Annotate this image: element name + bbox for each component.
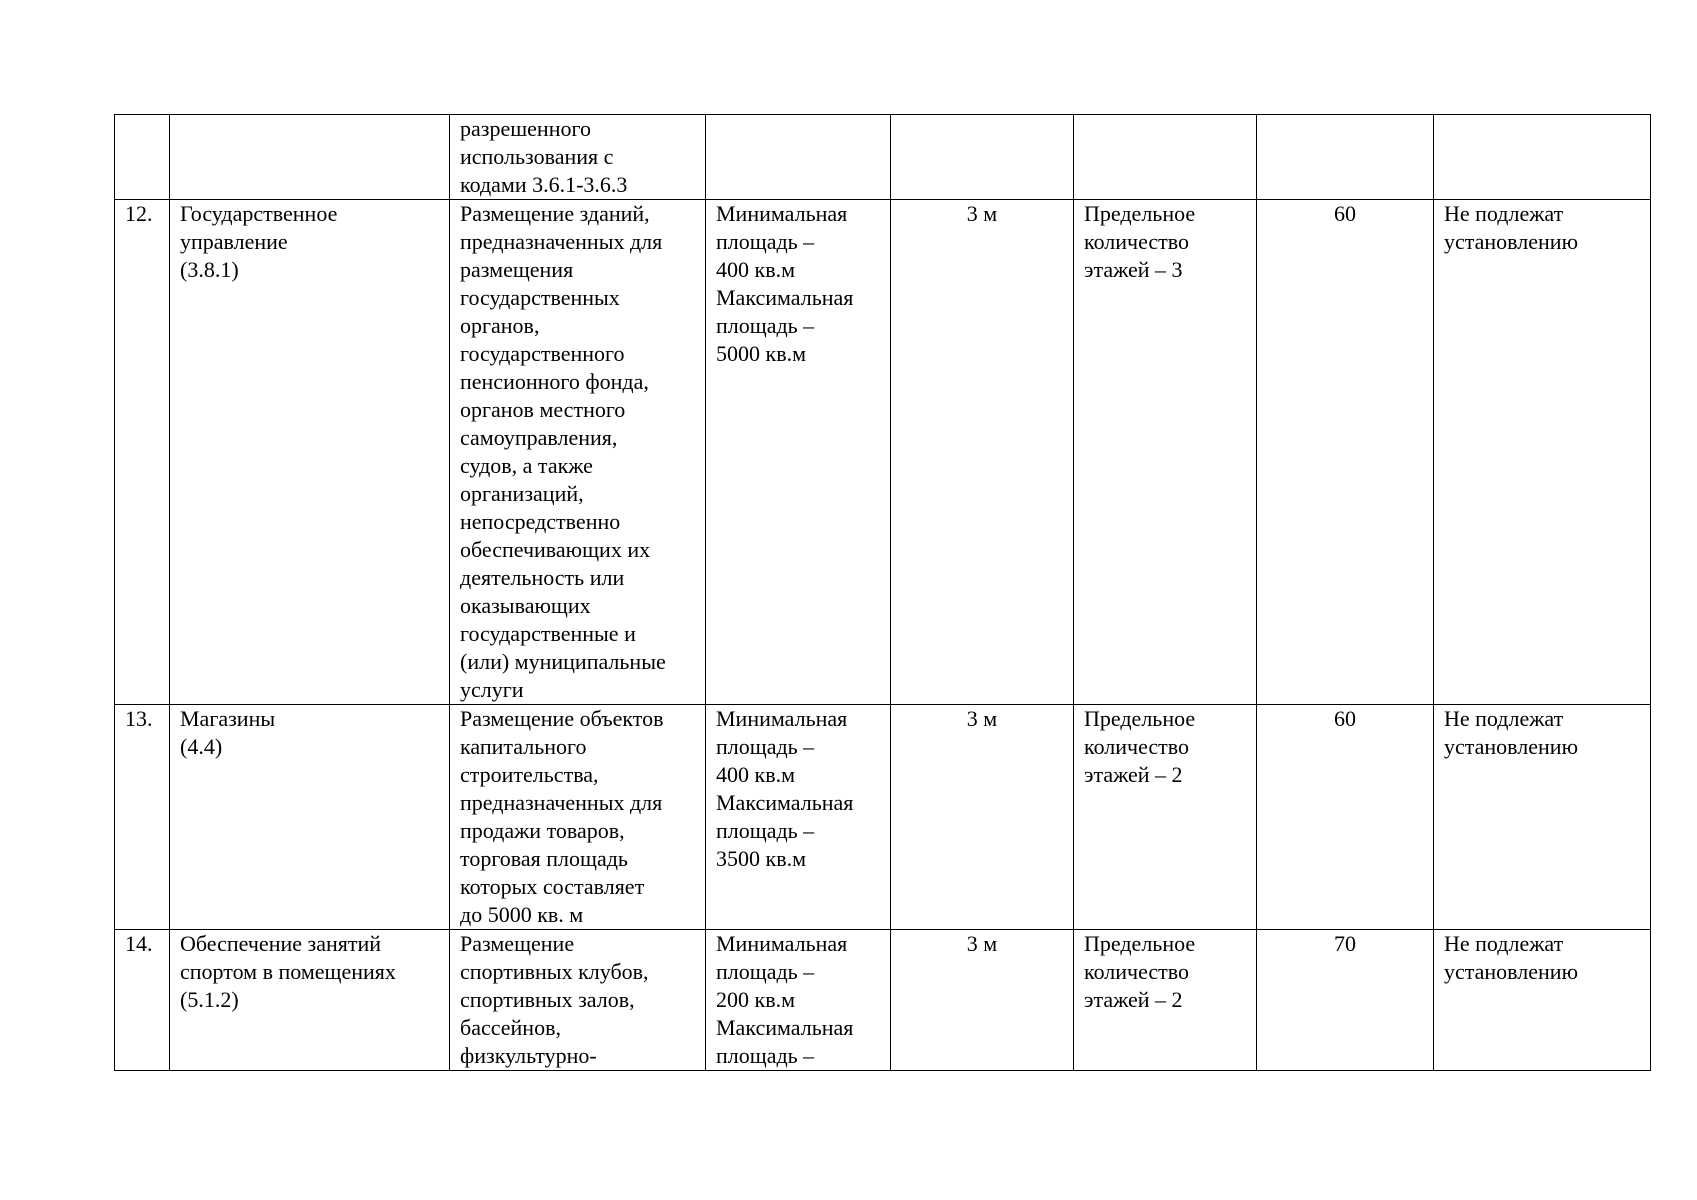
setback-cell: 3 м bbox=[891, 705, 1074, 930]
restrictions-cell bbox=[1434, 115, 1651, 200]
document-table bbox=[114, 114, 1651, 1071]
table-row bbox=[115, 200, 1651, 705]
land-use-description-cell: Размещение зданий, предназначенных для размещения государственных органов, государственного пенсионного фонда, органов местного самоуправления, судов, а также организаций, непосредственно обеспечивающих их деятельность или оказывающих государственные и (или) муниципальные услуги bbox=[450, 200, 706, 705]
row-number-cell bbox=[115, 115, 170, 200]
land-use-description-cell: Размещение спортивных клубов, спортивных залов, бассейнов, физкультурно- bbox=[450, 930, 706, 1071]
setback-cell bbox=[891, 115, 1074, 200]
floors-cell: Предельное количество этажей – 3 bbox=[1074, 200, 1257, 705]
coverage-cell bbox=[1257, 115, 1434, 200]
row-number-cell: 12. bbox=[115, 200, 170, 705]
plot-area-cell: Минимальная площадь – 200 кв.м Максимальная площадь – bbox=[706, 930, 891, 1071]
land-use-name-cell bbox=[170, 115, 450, 200]
setback-cell: 3 м bbox=[891, 930, 1074, 1071]
plot-area-cell: Минимальная площадь – 400 кв.м Максимальная площадь – 5000 кв.м bbox=[706, 200, 891, 705]
land-use-description-cell: Размещение объектов капитального строительства, предназначенных для продажи товаров, торговая площадь которых составляет до 5000 кв. м bbox=[450, 705, 706, 930]
coverage-cell: 60 bbox=[1257, 200, 1434, 705]
coverage-cell: 60 bbox=[1257, 705, 1434, 930]
restrictions-cell: Не подлежат установлению bbox=[1434, 930, 1651, 1071]
land-use-name-cell: Магазины (4.4) bbox=[170, 705, 450, 930]
restrictions-cell: Не подлежат установлению bbox=[1434, 705, 1651, 930]
coverage-cell: 70 bbox=[1257, 930, 1434, 1071]
row-number-cell: 14. bbox=[115, 930, 170, 1071]
plot-area-cell: Минимальная площадь – 400 кв.м Максимальная площадь – 3500 кв.м bbox=[706, 705, 891, 930]
table-row bbox=[115, 705, 1651, 930]
floors-cell: Предельное количество этажей – 2 bbox=[1074, 705, 1257, 930]
row-number-cell: 13. bbox=[115, 705, 170, 930]
land-use-description-cell: разрешенного использования с кодами 3.6.1-3.6.3 bbox=[450, 115, 706, 200]
floors-cell: Предельное количество этажей – 2 bbox=[1074, 930, 1257, 1071]
floors-cell bbox=[1074, 115, 1257, 200]
table-row bbox=[115, 115, 1651, 200]
table-row bbox=[115, 930, 1651, 1071]
plot-area-cell bbox=[706, 115, 891, 200]
land-use-name-cell: Обеспечение занятий спортом в помещениях (5.1.2) bbox=[170, 930, 450, 1071]
restrictions-cell: Не подлежат установлению bbox=[1434, 200, 1651, 705]
setback-cell: 3 м bbox=[891, 200, 1074, 705]
land-use-name-cell: Государственное управление (3.8.1) bbox=[170, 200, 450, 705]
